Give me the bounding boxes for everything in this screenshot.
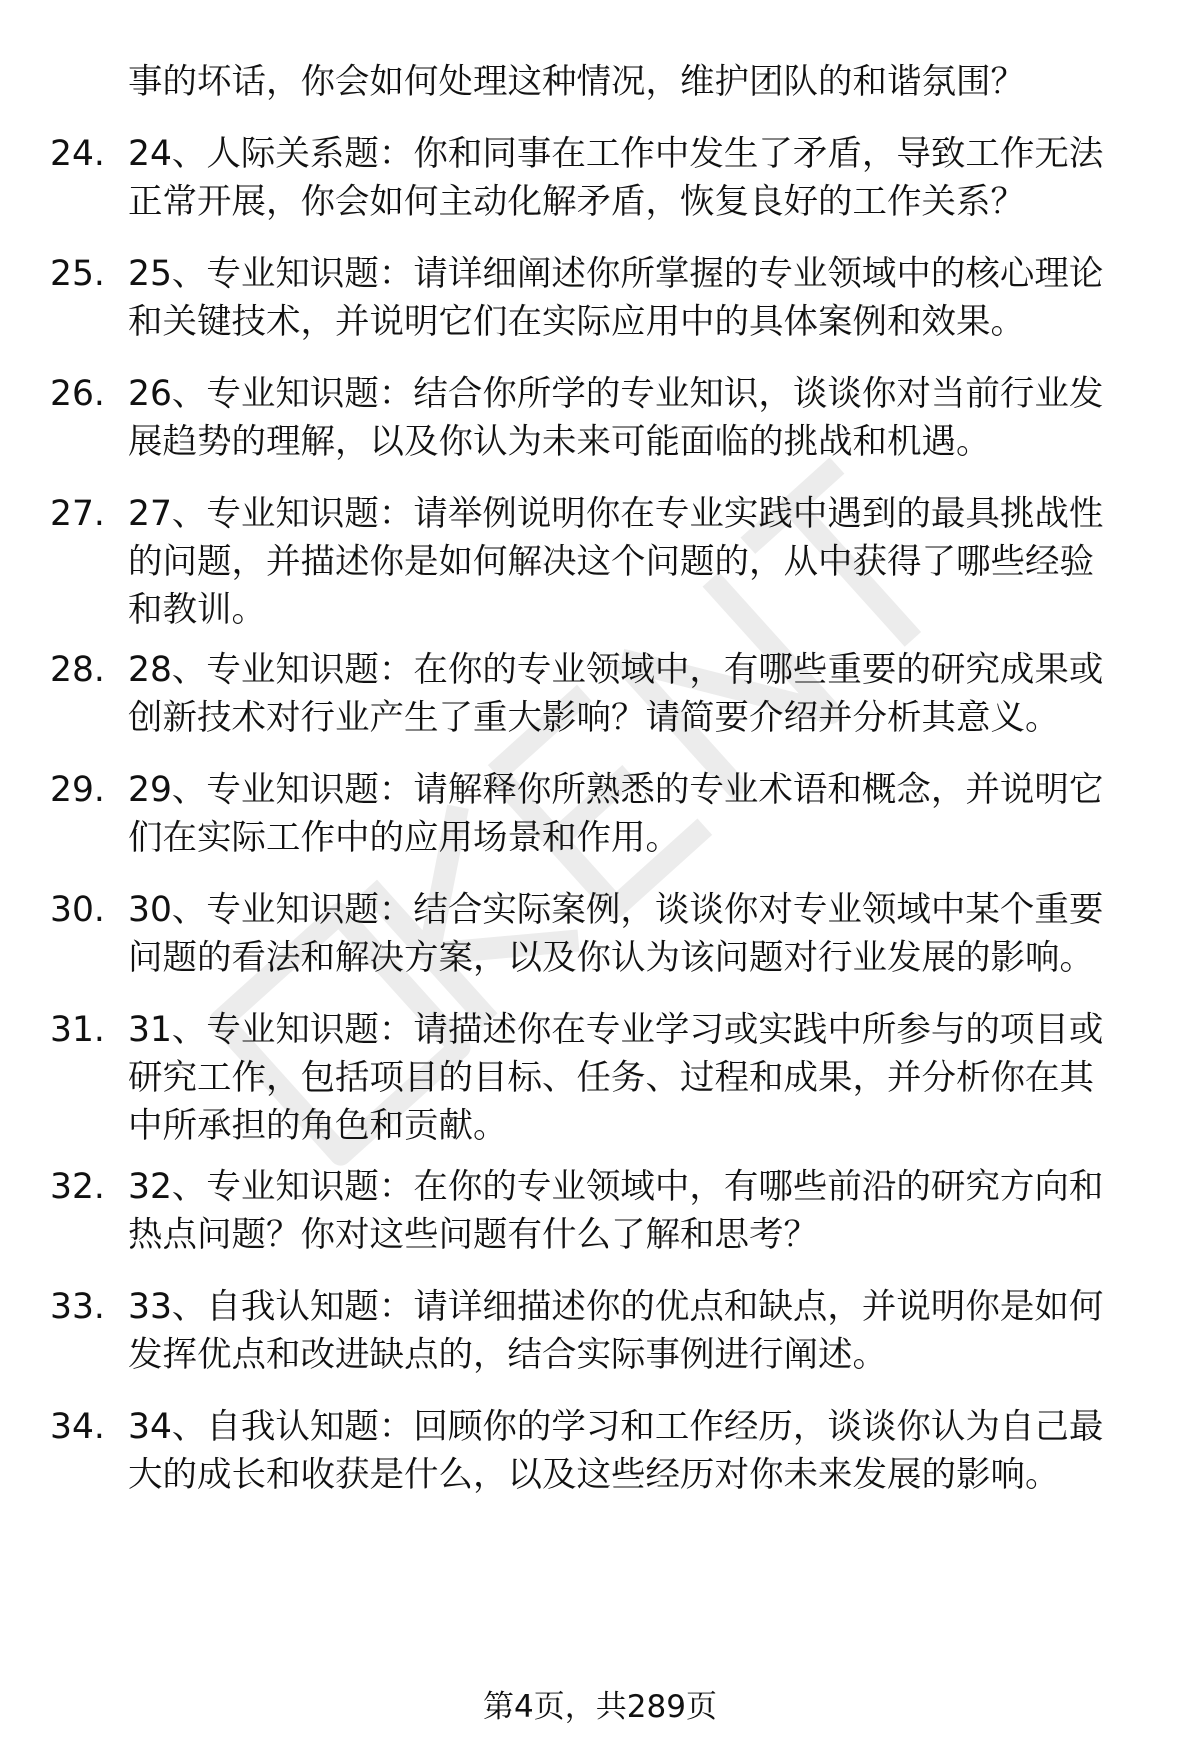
list-item-line: 中所承担的角色和贡献。	[128, 1106, 508, 1146]
list-item-line: 和关键技术，并说明它们在实际应用中的具体案例和效果。	[128, 302, 1025, 342]
list-item-number: 30.	[50, 890, 105, 930]
list-item-number: 25.	[50, 254, 105, 294]
list-item-line: 研究工作，包括项目的目标、任务、过程和成果，并分析你在其	[128, 1058, 1094, 1098]
list-item-text	[128, 1006, 1148, 1150]
list-item-number: 29.	[50, 770, 105, 810]
list-item-line: 25、专业知识题：请详细阐述你所掌握的专业领域中的核心理论	[128, 254, 1104, 294]
list-item-text	[128, 766, 1148, 862]
list-item-text	[128, 130, 1148, 226]
list-item-line: 问题的看法和解决方案，以及你认为该问题对行业发展的影响。	[128, 938, 1094, 978]
continuation-text: 事的坏话，你会如何处理这种情况，维护团队的和谐氛围？	[128, 62, 1025, 102]
list-item-line: 正常开展，你会如何主动化解矛盾，恢复良好的工作关系？	[128, 182, 1025, 222]
list-item-text	[128, 1403, 1148, 1499]
list-item-text	[128, 886, 1148, 982]
list-item-number: 28.	[50, 650, 105, 690]
list-item-line: 26、专业知识题：结合你所学的专业知识，谈谈你对当前行业发	[128, 374, 1104, 414]
list-item-line: 30、专业知识题：结合实际案例，谈谈你对专业领域中某个重要	[128, 890, 1104, 930]
list-item-line: 的问题，并描述你是如何解决这个问题的，从中获得了哪些经验	[128, 542, 1094, 582]
list-item-number: 32.	[50, 1167, 105, 1207]
list-item-line: 24、人际关系题：你和同事在工作中发生了矛盾，导致工作无法	[128, 134, 1104, 174]
list-item-line: 29、专业知识题：请解释你所熟悉的专业术语和概念，并说明它	[128, 770, 1104, 810]
list-item-line: 发挥优点和改进缺点的，结合实际事例进行阐述。	[128, 1335, 887, 1375]
list-item-line: 展趋势的理解，以及你认为未来可能面临的挑战和机遇。	[128, 422, 991, 462]
list-item-line: 28、专业知识题：在你的专业领域中，有哪些重要的研究成果或	[128, 650, 1104, 690]
list-item-number: 24.	[50, 134, 105, 174]
list-item-number: 31.	[50, 1010, 105, 1050]
list-item-line: 创新技术对行业产生了重大影响？请简要介绍并分析其意义。	[128, 698, 1060, 738]
list-item-line: 32、专业知识题：在你的专业领域中，有哪些前沿的研究方向和	[128, 1167, 1104, 1207]
list-item-text	[128, 646, 1148, 742]
list-item-line: 27、专业知识题：请举例说明你在专业实践中遇到的最具挑战性	[128, 494, 1104, 534]
page-footer: 第4页，共289页	[483, 1689, 717, 1725]
list-item-text	[128, 490, 1148, 634]
list-item-line: 们在实际工作中的应用场景和作用。	[128, 818, 680, 858]
list-item-line: 33、自我认知题：请详细描述你的优点和缺点，并说明你是如何	[128, 1287, 1104, 1327]
list-item-number: 27.	[50, 494, 105, 534]
list-item-number: 33.	[50, 1287, 105, 1327]
list-item-line: 31、专业知识题：请描述你在专业学习或实践中所参与的项目或	[128, 1010, 1104, 1050]
list-item-text	[128, 250, 1148, 346]
list-item-line: 热点问题？你对这些问题有什么了解和思考？	[128, 1215, 818, 1255]
list-item-text	[128, 1163, 1148, 1259]
list-item-text	[128, 370, 1148, 466]
list-item-line: 大的成长和收获是什么，以及这些经历对你未来发展的影响。	[128, 1455, 1060, 1495]
list-item-text	[128, 1283, 1148, 1379]
list-item-line: 和教训。	[128, 590, 266, 630]
list-item-number: 26.	[50, 374, 105, 414]
list-item-number: 34.	[50, 1407, 105, 1447]
list-item-line: 34、自我认知题：回顾你的学习和工作经历，谈谈你认为自己最	[128, 1407, 1104, 1447]
